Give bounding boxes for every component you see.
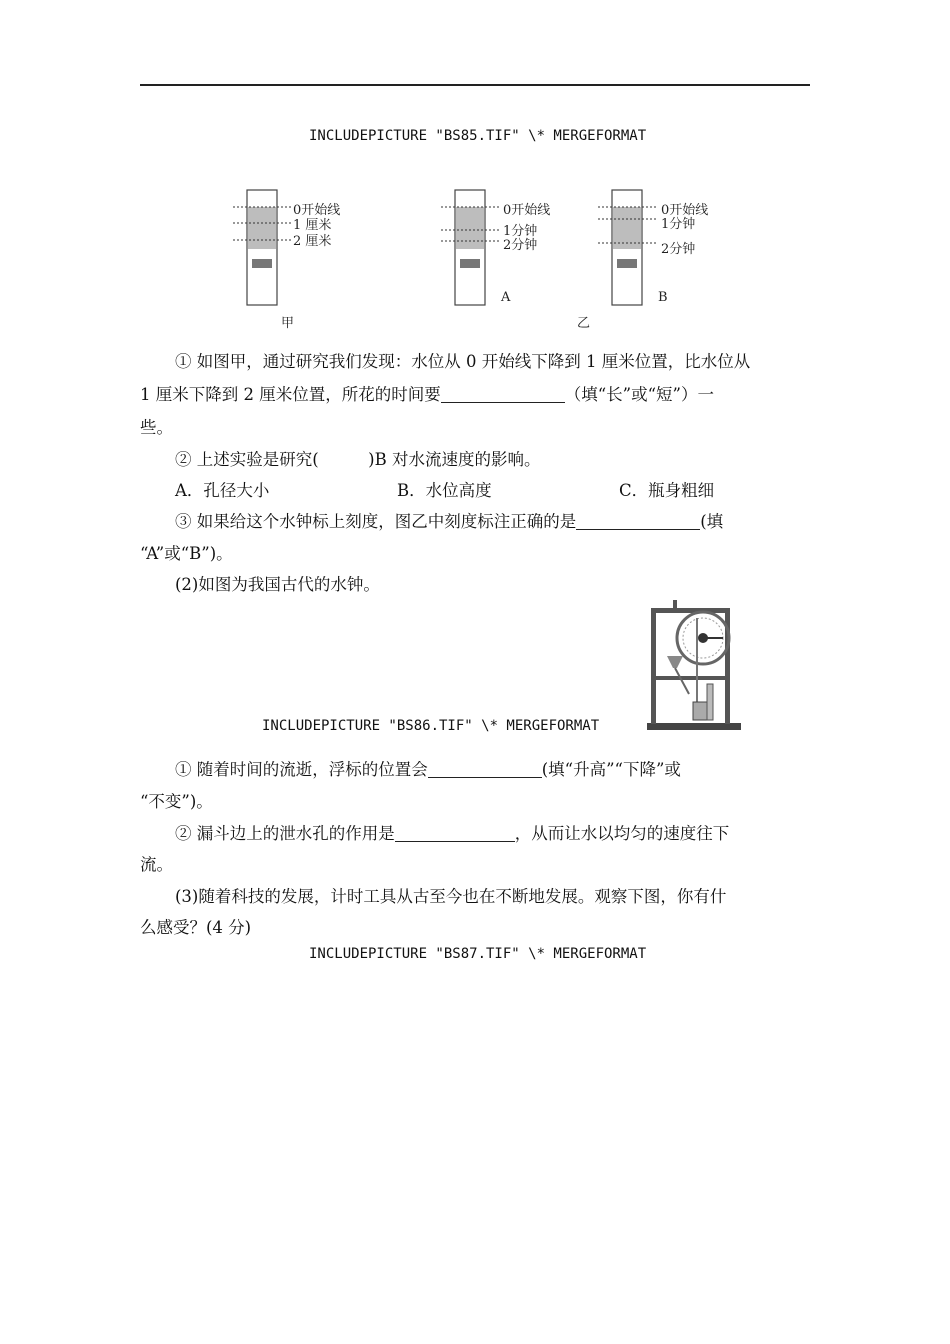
option-a[interactable]: A．孔径大小 [175,481,270,500]
q2-intro: (2)如图为我国古代的水钟。 [175,575,380,594]
q3-line1: (3)随着科技的发展，计时工具从古至今也在不断地发展。观察下图，你有什 [175,887,727,906]
answer-blank-1[interactable] [441,384,565,403]
q2-part1-text: ① 随着时间的流逝，浮标的位置会 [175,760,428,779]
q2-part2-line2: 流。 [140,855,173,874]
answer-blank-4[interactable] [395,823,515,842]
q2-part2-text: ② 漏斗边上的泄水孔的作用是 [175,824,395,843]
jia-label-2: 2 厘米 [293,234,332,249]
letter-b: B [658,290,668,305]
water-clock-bottles-figure [225,185,735,335]
q1-part1-line3: 些。 [140,418,173,437]
q1-part1-line1: ① 如图甲，通过研究我们发现：水位从 0 开始线下降到 1 厘米位置，比水位从 [175,352,751,371]
q2-part1-hint: (填“升高”“下降”或 [541,760,681,779]
q1-part1-line2 [140,381,714,405]
q2-part2-rest: ，从而让水以均匀的速度往下 [514,824,730,843]
q2-part1-line2: “不变”)。 [140,792,213,811]
ancient-water-clock-figure [645,598,745,731]
caption-jia: 甲 [281,316,295,331]
q1-part3-line2: “A”或“B”)。 [140,544,233,563]
include-field-bs87: INCLUDEPICTURE "BS87.TIF" \* MERGEFORMAT [309,946,647,962]
a-label-0: 0开始线 [503,203,551,218]
bottle-jia [233,190,340,331]
option-b[interactable]: B．水位高度 [397,481,492,500]
bottle-b [598,190,708,305]
a-label-2: 2分钟 [503,238,538,253]
bottle-a [441,190,550,305]
a-label-1: 1分钟 [503,224,538,239]
q1-part1-text: 1 厘米下降到 2 厘米位置，所花的时间要 [140,385,441,404]
jia-label-1: 1 厘米 [293,218,332,233]
b-label-0: 0开始线 [661,203,709,218]
include-field-bs86: INCLUDEPICTURE "BS86.TIF" \* MERGEFORMAT [262,718,600,734]
q1-part1-hint: （填“长”或“短”）一 [564,385,714,404]
b-label-2: 2分钟 [661,242,696,257]
header-rule [140,84,810,86]
answer-blank-3[interactable] [428,759,542,778]
caption-yi: 乙 [577,316,591,331]
q1-part3-line1 [175,508,723,532]
q3-line2: 么感受？(4 分) [140,918,252,937]
q1-part2: ② 上述实验是研究( )B 对水流速度的影响。 [175,450,541,469]
q1-part3-hint: (填 [700,512,724,531]
answer-blank-2[interactable] [576,511,700,530]
letter-a: A [501,290,511,305]
include-field-bs85: INCLUDEPICTURE "BS85.TIF" \* MERGEFORMAT [309,128,647,144]
b-label-1: 1分钟 [661,217,696,232]
q2-part1-line1 [175,756,681,780]
jia-label-0: 0开始线 [293,203,341,218]
option-c[interactable]: C．瓶身粗细 [619,481,715,500]
q1-part3-text: ③ 如果给这个水钟标上刻度，图乙中刻度标注正确的是 [175,512,577,531]
q2-part2-line1 [175,820,729,844]
